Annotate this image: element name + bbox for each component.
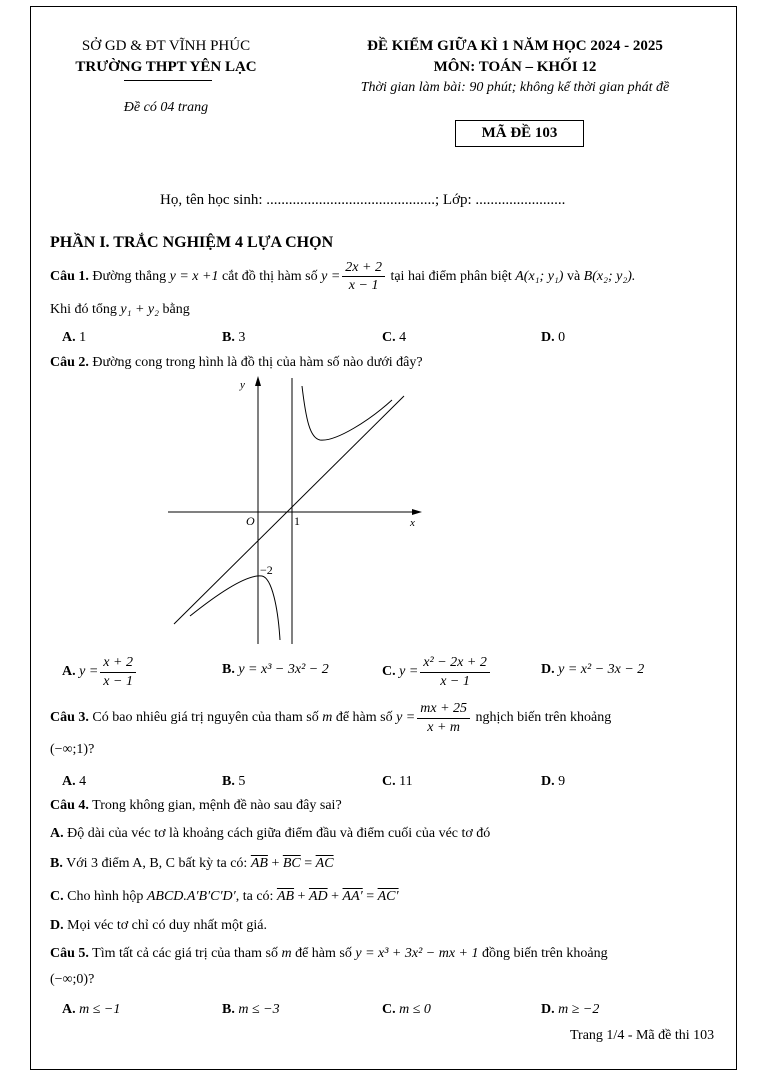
q1-text-3: tại hai điểm phân biệt — [390, 269, 512, 284]
student-info-line: Họ, tên học sinh: .............................................; Lớp: ........................ — [160, 192, 566, 208]
q2-option-d-label: D. — [541, 662, 555, 677]
q4-c-vec-ac: AC′ — [377, 889, 399, 904]
q2-option-c-label: C. — [382, 664, 396, 680]
pages-note: Đề có 04 trang — [123, 100, 209, 115]
question-5 — [50, 946, 608, 962]
q4-c-plus-1: + — [297, 889, 306, 904]
graph-tick-y: −2 — [260, 563, 273, 577]
q4-c-vec-aa: AA′ — [342, 889, 363, 904]
q1-option-d — [541, 330, 565, 346]
q2-option-c-pre: y = — [399, 664, 419, 680]
q1-denominator: x − 1 — [348, 278, 379, 294]
q1-y-eq: y = — [321, 269, 341, 284]
q5-option-c — [382, 1002, 431, 1018]
q5-option-b — [222, 1002, 280, 1018]
q4-b-eq: = — [304, 856, 313, 871]
q2-option-c-den: x − 1 — [440, 673, 470, 689]
q2-option-a-den: x − 1 — [103, 673, 133, 689]
q4-label: Câu 4. — [50, 798, 89, 813]
q4-b-vec-ab: $\overline{AB}$ — [250, 856, 268, 871]
q2-option-d — [541, 662, 644, 678]
q5-function: y = x³ + 3x² − mx + 1 — [355, 946, 479, 961]
q1-option-d-value: 0 — [558, 330, 566, 345]
q4-b-vec-ac: $\overline{AC}$ — [315, 856, 334, 871]
q4-option-c-text: Cho hình hộp — [67, 889, 144, 904]
q3-option-d-value: 9 — [558, 774, 566, 789]
q5-option-b-label: B. — [222, 1002, 235, 1017]
q4-option-d-value: Mọi véc tơ chỉ có duy nhất một giá. — [67, 918, 267, 933]
q3-interval: (−∞;1)? — [50, 742, 95, 757]
q4-c-plus-2: + — [331, 889, 340, 904]
q1-option-c-value: 4 — [399, 330, 407, 345]
q5-option-a-value: m ≤ −1 — [79, 1002, 121, 1017]
q4-option-b-label: B. — [50, 856, 63, 871]
q4-option-a-value: Độ dài của véc tơ là khoảng cách giữa điểm đầu và điểm cuối của véc tơ đó — [67, 826, 491, 841]
q1-and: và — [566, 269, 581, 284]
q3-text-3: nghịch biến trên khoảng — [475, 710, 612, 726]
graph-y-label: y — [240, 379, 245, 391]
q1-option-d-label: D. — [541, 330, 555, 345]
q3-text-1: Có bao nhiêu giá trị nguyên của tham số — [92, 710, 319, 726]
exam-time: Thời gian làm bài: 90 phút; không kể thời gian phát đề — [360, 80, 670, 95]
q4-c-vec-ab: $\overline{AB}$ — [276, 889, 295, 904]
q2-option-c — [382, 654, 492, 690]
graph-oblique-asymptote — [174, 396, 404, 624]
q3-fraction — [417, 700, 470, 736]
q1-option-a-value: 1 — [79, 330, 87, 345]
q4-option-b — [50, 856, 334, 872]
q2-option-b — [222, 662, 329, 678]
q2-option-a-fraction — [100, 654, 136, 690]
q3-option-a-label: A. — [62, 774, 76, 789]
q3-param: m — [322, 710, 333, 726]
q5-option-a-label: A. — [62, 1002, 76, 1017]
q1-option-a — [62, 330, 86, 346]
q1-point-b: B(x₂; y₂). — [583, 269, 636, 284]
q5-option-d-value: m ≥ −2 — [558, 1002, 600, 1017]
q4-option-b-text: Với 3 điểm A, B, C bất kỳ ta có: — [66, 856, 248, 871]
q4-c-box: ABCD.A′B′C′D′ — [146, 889, 236, 904]
q5-interval: (−∞;0)? — [50, 972, 95, 987]
q4-option-c-label: C. — [50, 889, 64, 904]
q4-option-d — [50, 918, 267, 934]
q5-option-b-value: m ≤ −3 — [238, 1002, 280, 1017]
graph-y-arrow — [255, 376, 261, 386]
question-4 — [50, 798, 342, 814]
section-title: PHẦN I. TRẮC NGHIỆM 4 LỰA CHỌN — [50, 234, 334, 251]
graph-origin-label: O — [246, 514, 255, 528]
exam-subject: MÔN: TOÁN – KHỐI 12 — [433, 59, 597, 75]
q5-option-c-label: C. — [382, 1002, 396, 1017]
q2-option-b-label: B. — [222, 662, 235, 677]
q2-option-c-fraction — [420, 654, 490, 690]
q3-option-d-label: D. — [541, 774, 555, 789]
q3-option-b-value: 5 — [238, 774, 246, 789]
q4-option-c-text-2: , ta có: — [235, 889, 274, 904]
school-underline — [124, 80, 212, 81]
q3-numerator: mx + 25 — [417, 700, 470, 719]
q1-label: Câu 1. — [50, 269, 89, 284]
q1-option-c-label: C. — [382, 330, 396, 345]
graph-x-arrow — [412, 509, 422, 515]
q3-option-c — [382, 774, 413, 790]
q5-text-1: Tìm tất cả các giá trị của tham số — [92, 946, 278, 961]
q2-label: Câu 2. — [50, 355, 89, 370]
q3-y-eq: y = — [396, 710, 416, 726]
q4-b-vec-bc: $\overline{BC}$ — [282, 856, 301, 871]
q1-sum: y₁ + y₂ — [120, 302, 159, 317]
q3-option-d — [541, 774, 565, 790]
q1-numerator: 2x + 2 — [342, 259, 385, 278]
q5-text-3: đồng biến trên khoảng — [482, 946, 608, 961]
graph-x-label: x — [410, 517, 415, 529]
exam-title: ĐỀ KIỂM GIỮA KÌ 1 NĂM HỌC 2024 - 2025 — [367, 38, 663, 54]
q1-point-a: A(x₁; y₁) — [515, 269, 564, 284]
graph-curve-lower — [190, 576, 280, 640]
question-1 — [50, 258, 635, 296]
q1-text-4: Khi đó tổng — [50, 302, 117, 317]
q1-option-b — [222, 330, 245, 346]
school-name: TRƯỜNG THPT YÊN LẠC — [75, 59, 257, 75]
graph-tick-x: 1 — [294, 514, 300, 528]
graph-curve-upper — [302, 386, 392, 440]
q4-c-eq: = — [366, 889, 375, 904]
exam-code: MÃ ĐỀ 103 — [455, 120, 584, 147]
q1-line-2 — [50, 302, 190, 318]
q2-option-a-num: x + 2 — [100, 654, 136, 673]
q2-option-a-pre: y = — [79, 664, 99, 680]
q3-option-b-label: B. — [222, 774, 235, 789]
question-3 — [50, 700, 611, 736]
q4-option-d-label: D. — [50, 918, 64, 933]
q5-label: Câu 5. — [50, 946, 89, 961]
q5-option-d — [541, 1002, 599, 1018]
q2-graph — [160, 372, 430, 650]
dept-name: SỞ GD & ĐT VĨNH PHÚC — [81, 38, 251, 54]
question-2 — [50, 355, 423, 371]
q3-text-2: để hàm số — [335, 710, 393, 726]
q1-text-1: Đường thẳng — [92, 269, 167, 284]
q2-option-a — [62, 654, 138, 690]
q1-line-eq: y = x +1 — [169, 269, 219, 284]
q1-option-a-label: A. — [62, 330, 76, 345]
q3-option-a — [62, 774, 86, 790]
q4-option-c — [50, 889, 399, 905]
q3-option-a-value: 4 — [79, 774, 87, 789]
q1-text-2: cắt đồ thị hàm số — [221, 269, 318, 284]
q3-label: Câu 3. — [50, 710, 89, 726]
q5-option-d-label: D. — [541, 1002, 555, 1017]
q5-option-c-value: m ≤ 0 — [399, 1002, 431, 1017]
q2-text: Đường cong trong hình là đồ thị của hàm số nào dưới đây? — [92, 355, 423, 370]
q4-option-a — [50, 826, 490, 842]
q5-text-2: để hàm số — [295, 946, 352, 961]
q4-b-plus: + — [271, 856, 280, 871]
q4-c-vec-ad: $\overline{AD}$ — [308, 889, 328, 904]
q4-text: Trong không gian, mệnh đề nào sau đây sai? — [92, 798, 342, 813]
q5-option-a — [62, 1002, 120, 1018]
page-footer: Trang 1/4 - Mã đề thi 103 — [570, 1028, 715, 1043]
q1-option-c — [382, 330, 406, 346]
q1-fraction — [342, 259, 385, 295]
q4-option-a-label: A. — [50, 826, 64, 841]
q1-option-b-value: 3 — [238, 330, 246, 345]
q2-option-b-value: y = x³ − 3x² − 2 — [238, 662, 329, 677]
q3-option-c-value: 11 — [399, 774, 413, 789]
q3-denominator: x + m — [427, 719, 461, 735]
q3-option-c-label: C. — [382, 774, 396, 789]
q2-option-d-value: y = x² − 3x − 2 — [558, 662, 645, 677]
q2-option-a-label: A. — [62, 664, 76, 680]
q2-option-c-num: x² − 2x + 2 — [420, 654, 490, 673]
q5-param: m — [281, 946, 292, 961]
q1-text-5: bằng — [162, 302, 190, 317]
q1-option-b-label: B. — [222, 330, 235, 345]
q3-option-b — [222, 774, 245, 790]
